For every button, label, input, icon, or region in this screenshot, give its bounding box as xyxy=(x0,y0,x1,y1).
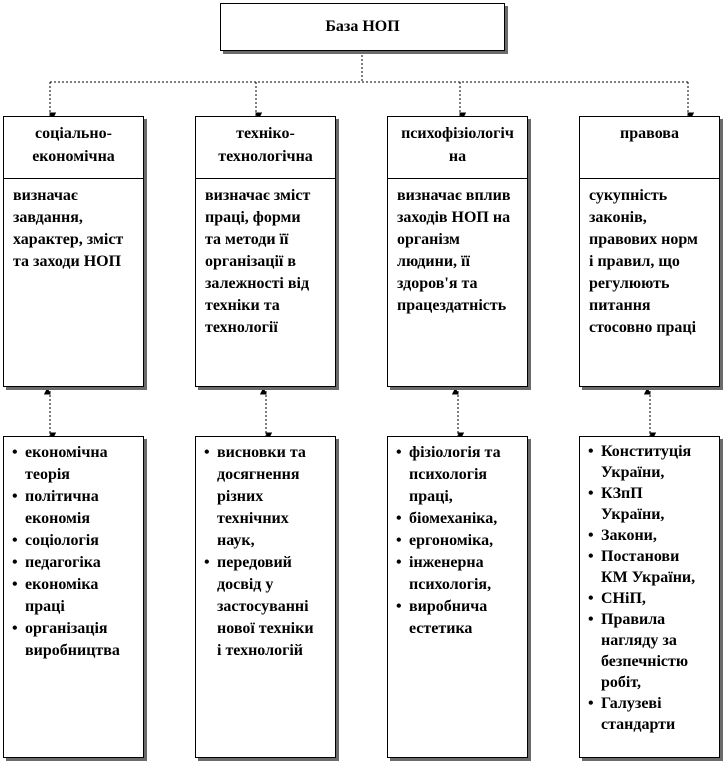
item-line: • виробнича xyxy=(409,598,488,615)
header-line: правова xyxy=(620,125,679,142)
column-header xyxy=(3,116,144,178)
item-line: і технологій xyxy=(217,642,303,659)
list-item xyxy=(396,530,523,552)
item-line: • політична xyxy=(25,488,99,505)
description-line: залежності від xyxy=(205,275,310,292)
item-line: • Правила xyxy=(601,611,666,628)
item-line: • Закони, xyxy=(601,527,657,544)
list-item xyxy=(588,588,715,609)
description-line: організм xyxy=(397,231,460,248)
description-line: та методи її xyxy=(205,231,289,248)
item-line: • економіка xyxy=(25,576,99,593)
description-line: визначає xyxy=(13,187,78,204)
description-line: та заходи НОП xyxy=(13,253,122,270)
description-line: здоров'я та xyxy=(397,275,478,292)
list-item xyxy=(12,442,139,486)
item-line: економія xyxy=(25,510,91,527)
item-line: • Постанови xyxy=(601,548,680,565)
column-sources-list xyxy=(195,436,336,758)
description-line: і правил, що xyxy=(589,253,680,270)
description-line: людини, її xyxy=(397,253,470,270)
header-line: техніко- xyxy=(236,125,295,142)
item-line: застосуванні xyxy=(217,598,309,615)
list-item xyxy=(12,574,139,618)
column-header xyxy=(195,116,336,178)
description-line: законів, xyxy=(589,209,647,226)
item-line: праці xyxy=(25,598,65,615)
item-line: психологія xyxy=(409,466,488,483)
item-line: робіт, xyxy=(601,674,641,691)
header-line: на xyxy=(448,148,467,165)
item-line: • фізіологія та xyxy=(409,444,501,461)
list-item xyxy=(396,442,523,508)
column-description xyxy=(387,178,528,387)
description-line: працездатність xyxy=(397,297,507,314)
column-sources-list xyxy=(387,436,528,758)
item-line: психологія, xyxy=(409,576,492,593)
item-line: • соціологія xyxy=(25,532,99,549)
description-line: визначає зміст xyxy=(205,187,311,204)
header-line: соціально- xyxy=(35,125,112,142)
description-line: стосовно праці xyxy=(589,319,697,336)
item-line: • Галузеві xyxy=(601,695,662,712)
description-line: технології xyxy=(205,319,278,336)
list-item xyxy=(396,508,523,530)
column-description xyxy=(579,178,720,387)
list-item xyxy=(396,596,523,640)
item-line: безпечністю xyxy=(601,653,689,670)
item-line: наук, xyxy=(217,532,255,549)
item-line: • Конституція xyxy=(601,443,692,460)
list-item xyxy=(588,546,715,588)
list-item xyxy=(204,552,331,662)
list-item xyxy=(588,525,715,546)
list-item xyxy=(588,609,715,693)
item-line: технічних xyxy=(217,510,289,527)
item-line: досвід у xyxy=(217,576,274,593)
description-line: праці, форми xyxy=(205,209,301,226)
header-line: технологічна xyxy=(218,148,313,165)
list-item xyxy=(588,483,715,525)
root-node xyxy=(220,3,505,51)
column-header xyxy=(579,116,720,178)
item-line: виробництва xyxy=(25,642,120,659)
description-line: завдання, xyxy=(13,209,83,226)
item-line: • організація xyxy=(25,620,108,637)
item-line: естетика xyxy=(409,620,473,637)
list-item xyxy=(396,552,523,596)
item-line: • інженерна xyxy=(409,554,484,571)
item-line: України, xyxy=(601,506,665,523)
column-description xyxy=(195,178,336,387)
item-line: • СНіП, xyxy=(601,590,646,607)
description-line: регулюють xyxy=(589,275,670,292)
item-line: • передовий xyxy=(217,554,292,571)
description-line: заходів НОП на xyxy=(397,209,511,226)
description-line: характер, зміст xyxy=(13,231,124,248)
item-line: України, xyxy=(601,464,665,481)
item-line: праці, xyxy=(409,488,453,505)
header-line: психофізіологіч xyxy=(401,125,514,142)
description-line: питання xyxy=(589,297,651,314)
item-line: • педагогіка xyxy=(25,554,101,571)
item-line: • КЗпП xyxy=(601,485,643,502)
item-line: КМ України, xyxy=(601,569,696,586)
item-line: стандарти xyxy=(601,716,676,733)
item-line: • висновки та xyxy=(217,444,306,461)
item-line: • біомеханіка, xyxy=(409,510,498,527)
description-line: організації в xyxy=(205,253,297,270)
item-line: нової техніки xyxy=(217,620,314,637)
description-line: сукупність xyxy=(589,187,668,204)
list-item xyxy=(12,618,139,662)
list-item xyxy=(204,442,331,552)
item-line: • економічна xyxy=(25,444,108,461)
description-line: техніки та xyxy=(205,297,280,314)
list-item xyxy=(12,552,139,574)
column-description xyxy=(3,178,144,387)
list-item xyxy=(12,486,139,530)
header-line: економічна xyxy=(32,148,115,165)
list-item xyxy=(12,530,139,552)
column-sources-list xyxy=(579,436,720,758)
description-line: правових норм xyxy=(589,231,698,248)
column-header xyxy=(387,116,528,178)
item-line: різних xyxy=(217,488,264,505)
item-line: досягнення xyxy=(217,466,300,483)
item-line: нагляду за xyxy=(601,632,677,649)
column-sources-list xyxy=(3,436,144,758)
description-line: визначає вплив xyxy=(397,187,511,204)
root-title: База НОП xyxy=(325,18,400,35)
list-item xyxy=(588,441,715,483)
item-line: теорія xyxy=(25,466,70,483)
item-line: • ергономіка, xyxy=(409,532,494,549)
list-item xyxy=(588,693,715,735)
